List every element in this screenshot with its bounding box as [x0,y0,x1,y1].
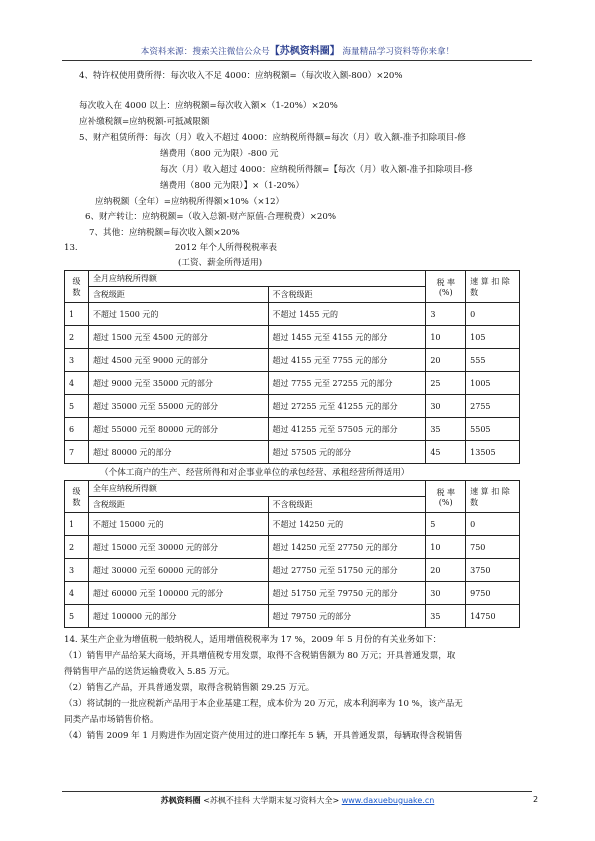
q14-intro: 14. 某生产企业为增值税一般纳税人，适用增值税税率为 17 %，2009 年 5 月份的有关业务如下： [64,635,442,645]
t2-cell: 3750 [466,559,520,582]
t1-cell: 超过 41255 元至 57505 元的部分 [268,418,426,441]
t1-cell: 超过 4500 元至 9000 元的部分 [88,349,268,372]
table-row [65,395,520,418]
table-row [65,536,520,559]
tax-table-business [64,480,520,628]
t2-cell: 14750 [466,605,520,628]
t2-header-excl: 不含税级距 [268,497,426,513]
q14-item1-cont: 得销售甲产品的送货运输费收入 5.85 万元。 [64,667,235,677]
t2-cell: 9750 [466,582,520,605]
q14-item3-cont: 同类产品市场销售价格。 [64,715,159,725]
t1-cell: 超过 80000 元的部分 [88,441,268,464]
tax-table-salary [64,270,520,464]
table-row [65,582,520,605]
section13-title: 2012 年个人所得税税率表 [175,243,277,253]
t1-cell: 105 [466,326,520,349]
t2-cell: 超过 27750 元至 51750 元的部分 [268,559,426,582]
t1-cell: 20 [426,349,466,372]
q14-item2: （2）销售乙产品，开具普通发票，取得含税销售额 29.25 万元。 [64,683,315,693]
t1-cell: 3 [426,303,466,326]
t1-cell: 13505 [466,441,520,464]
t1-cell: 25 [426,372,466,395]
t2-header-range: 全年应纳税所得额 [88,481,425,497]
t2-cell: 不超过 15000 元的 [88,513,268,536]
table-row [65,303,520,326]
t2-header-grade: 级数 [65,481,89,513]
t2-cell: 超过 60000 元至 100000 元的部分 [88,582,268,605]
t1-cell: 3 [65,349,89,372]
t1-cell: 10 [426,326,466,349]
header-prefix: 本资料来源：搜索关注微信公众号 [140,47,270,57]
table-row [65,326,520,349]
t2-cell: 超过 14250 元至 27750 元的部分 [268,536,426,559]
t1-header-deduction: 速 算 扣 除数 [466,271,520,303]
table-row [65,605,520,628]
t2-cell: 35 [426,605,466,628]
t1-cell: 不超过 1455 元的 [268,303,426,326]
t2-cell: 10 [426,536,466,559]
t1-cell: 30 [426,395,466,418]
table-row [65,372,520,395]
t1-cell: 7 [65,441,89,464]
t2-cell: 5 [65,605,89,628]
t1-header-rate: 税 率 (%) [426,271,466,303]
t1-header-grade: 级数 [65,271,89,303]
t2-header-deduction: 速 算 扣 除数 [466,481,520,513]
t1-body [65,303,520,464]
t1-header-incl: 含税级距 [88,287,268,303]
t1-cell: 6 [65,418,89,441]
t1-cell: 35 [426,418,466,441]
q14-item3: （3）将试制的一批应税新产品用于本企业基建工程，成本价为 20 万元，成本利润率为 10 %，该产品无 [64,699,463,709]
t1-cell: 超过 1500 元至 4500 元的部分 [88,326,268,349]
t2-cell: 3 [65,559,89,582]
t1-cell: 2 [65,326,89,349]
footer-brand: 苏枫资料圈 [160,796,201,805]
t1-cell: 超过 9000 元至 35000 元的部分 [88,372,268,395]
table-row [65,559,520,582]
t2-cell: 20 [426,559,466,582]
t2-cell: 超过 30000 元至 60000 元的部分 [88,559,268,582]
t1-cell: 1 [65,303,89,326]
t1-cell: 5 [65,395,89,418]
line-lease-over: 每次（月）收入超过 4000：应纳税所得额=【每次（月）收入额-准予扣除项目-修 [160,165,473,175]
line-lease-cont: 缮费用（800 元为限）-800 元 [160,149,279,159]
t1-cell: 超过 27255 元至 41255 元的部分 [268,395,426,418]
t1-cell: 555 [466,349,520,372]
table-row [65,349,520,372]
line-property-transfer: 6、财产转让：应纳税额=（收入总额-财产原值-合理税费）×20% [85,212,337,222]
t1-cell: 4 [65,372,89,395]
t1-cell: 超过 35000 元至 55000 元的部分 [88,395,268,418]
t2-cell: 超过 15000 元至 30000 元的部分 [88,536,268,559]
line-supplement: 应补缴税额=应纳税额-可抵减限额 [79,117,210,127]
t1-cell: 超过 7755 元至 27255 元的部分 [268,372,426,395]
t2-header-incl: 含税级距 [88,497,268,513]
t1-header-range: 全月应纳税所得额 [88,271,425,287]
section13-number: 13. [64,243,78,253]
section13-subtitle2: （个体工商户的生产、经营所得和对企事业单位的承包经营、承租经营所得适用） [100,468,410,478]
t1-cell: 0 [466,303,520,326]
t1-cell: 不超过 1500 元的 [88,303,268,326]
t2-cell: 2 [65,536,89,559]
t1-cell: 2755 [466,395,520,418]
header-brand: 【苏枫资料圈】 [269,46,340,57]
t2-body [65,513,520,628]
t1-header-excl: 不含税级距 [268,287,426,303]
page-number: 2 [533,795,539,804]
t2-cell: 不超过 14250 元的 [268,513,426,536]
line-annual-tax: 应纳税额（全年）=应纳税所得额×10%（×12） [95,197,285,207]
t1-cell: 超过 55000 元至 80000 元的部分 [88,418,268,441]
table-row [65,513,520,536]
t2-cell: 4 [65,582,89,605]
line-other: 7、其他：应纳税额=每次收入额×20% [89,228,240,238]
line-lease-over-cont: 缮费用（800 元为限）】×（1-20%） [160,181,305,191]
t1-cell: 1005 [466,372,520,395]
line-royalty: 4、特许权使用费所得：每次收入不足 4000：应纳税额=（每次收入额-800）×20% [79,71,403,81]
footer-text: <苏枫不挂科 大学期末复习资料大全> [203,796,340,805]
t2-cell: 0 [466,513,520,536]
table-row [65,418,520,441]
t2-cell: 超过 79750 元的部分 [268,605,426,628]
header-banner [0,42,595,57]
t1-cell: 5505 [466,418,520,441]
t2-cell: 超过 100000 元的部分 [88,605,268,628]
q14-item1: （1）销售甲产品给某大商场，开具增值税专用发票，取得不含税销售额为 80 万元；开具普通发票，取 [64,651,456,661]
q14-item4: （4）销售 2009 年 1 月购进作为固定资产使用过的进口摩托车 5 辆，开具普通发票，每辆取得含税销售 [64,731,463,741]
footer [0,795,595,806]
t2-cell: 30 [426,582,466,605]
footer-link[interactable]: www.daxuebuguake.cn [341,796,435,805]
t2-cell: 1 [65,513,89,536]
footer-rule [62,791,532,792]
table-row [65,441,520,464]
section13-subtitle: (工资、薪金所得适用) [178,258,263,268]
header-rule [62,60,532,61]
t2-cell: 超过 51750 元至 79750 元的部分 [268,582,426,605]
t2-cell: 750 [466,536,520,559]
t2-header-rate: 税 率 (%) [426,481,466,513]
t2-cell: 5 [426,513,466,536]
line-lease: 5、财产租赁所得：每次（月）收入不超过 4000：应纳税所得额=每次（月）收入额-准予扣除项目-修 [79,133,466,143]
t1-cell: 超过 4155 元至 7755 元的部分 [268,349,426,372]
t1-cell: 超过 1455 元至 4155 元的部分 [268,326,426,349]
t1-cell: 超过 57505 元的部分 [268,441,426,464]
header-suffix: 海量精品学习资料等你来拿！ [342,47,455,57]
t1-cell: 45 [426,441,466,464]
line-over-4000: 每次收入在 4000 以上：应纳税额=每次收入额×（1-20%）×20% [79,101,338,111]
